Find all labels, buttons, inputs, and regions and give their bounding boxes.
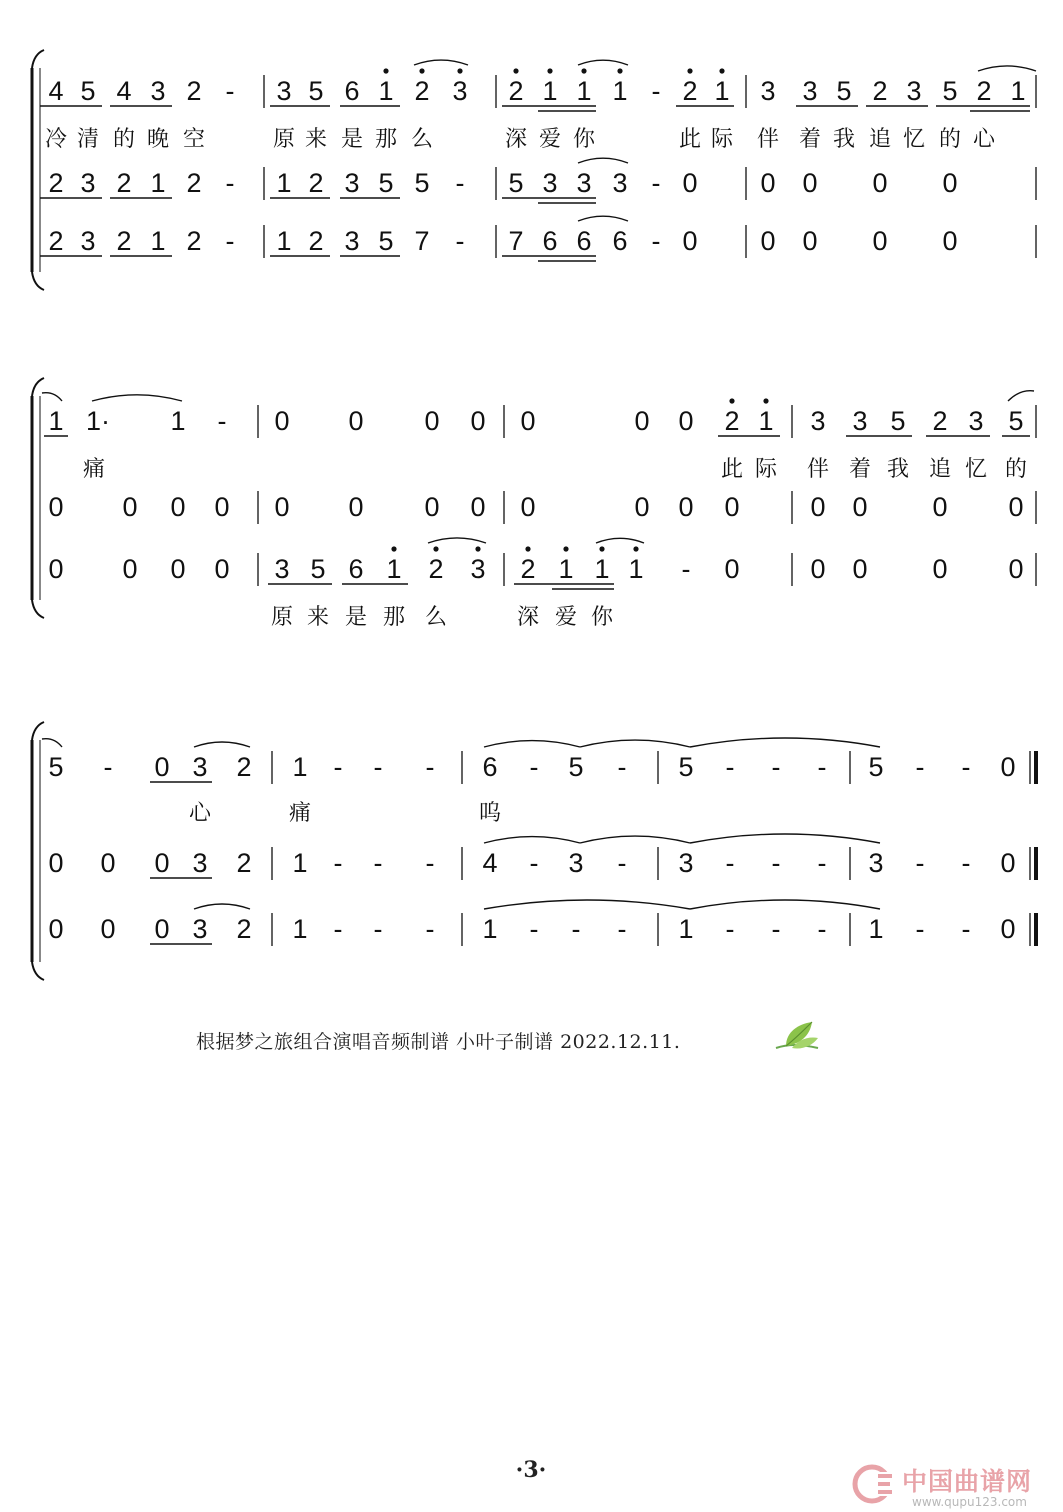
slur: [484, 741, 580, 747]
note: 3: [344, 168, 360, 198]
note: 5: [678, 752, 694, 782]
lyric: 际: [754, 457, 778, 482]
dash: -: [571, 914, 581, 944]
note: 7: [508, 226, 524, 256]
note: 2: [428, 554, 444, 584]
dash: -: [961, 752, 971, 782]
rest: 0: [802, 226, 818, 256]
lyric: 你: [590, 605, 614, 630]
note: 1: [628, 554, 644, 584]
note: 2: [308, 226, 324, 256]
rest: 0: [48, 554, 64, 584]
high-octave-dot: [419, 68, 424, 73]
note: 5: [1008, 406, 1024, 436]
high-octave-dot: [719, 68, 724, 73]
tie-continuation: [42, 739, 62, 747]
lyric: 是: [344, 605, 368, 630]
note: 2: [236, 914, 252, 944]
slur: [690, 834, 880, 843]
site-logo-icon: [852, 1464, 896, 1504]
dash: -: [333, 914, 343, 944]
rest: 0: [520, 406, 536, 436]
note: 3: [576, 168, 592, 198]
page-number: ·3·: [515, 1457, 547, 1483]
high-octave-dot: [763, 398, 768, 403]
lyric: 深: [516, 605, 540, 630]
rest: 0: [634, 406, 650, 436]
rest: 0: [942, 168, 958, 198]
lyric: 我: [886, 457, 910, 482]
slur: [580, 740, 690, 747]
dash: -: [681, 554, 691, 584]
rest: 0: [48, 492, 64, 522]
bracket-curl: [32, 722, 44, 980]
bracket-curl: [32, 378, 44, 618]
note: 2: [976, 76, 992, 106]
lyric: 清: [76, 127, 100, 152]
transcription-credit: 根据梦之旅组合演唱音频制谱 小叶子制谱 2022.12.11.: [196, 1031, 681, 1053]
note: 3: [192, 752, 208, 782]
dash: -: [373, 848, 383, 878]
note: 2: [186, 168, 202, 198]
rest: 0: [520, 492, 536, 522]
dash: -: [617, 752, 627, 782]
high-octave-dot: [457, 68, 462, 73]
rest: 0: [170, 492, 186, 522]
rest: 0: [678, 406, 694, 436]
note: 5: [378, 168, 394, 198]
note: 5: [80, 76, 96, 106]
dash: -: [961, 848, 971, 878]
note: 3: [274, 554, 290, 584]
dash: -: [225, 168, 235, 198]
rest: 0: [872, 226, 888, 256]
slur: [578, 158, 628, 163]
high-octave-dot: [383, 68, 388, 73]
high-octave-dot: [513, 68, 518, 73]
note: 1: [292, 848, 308, 878]
note: 6: [612, 226, 628, 256]
lyric: 冷: [44, 127, 68, 152]
lyric: 的: [1004, 457, 1028, 482]
lyric: 原: [272, 127, 296, 152]
rest: 0: [470, 492, 486, 522]
note: 3: [192, 848, 208, 878]
dash: -: [103, 752, 113, 782]
site-watermark: [852, 1462, 1062, 1510]
rest: 0: [682, 168, 698, 198]
note: 3: [852, 406, 868, 436]
rest: 0: [724, 492, 740, 522]
note: 6: [344, 76, 360, 106]
lyric: 心: [188, 801, 212, 826]
rest: 0: [274, 492, 290, 522]
note: 4: [482, 848, 498, 878]
note: 1: [292, 752, 308, 782]
dash: -: [817, 914, 827, 944]
note: 4: [48, 76, 64, 106]
slur: [414, 60, 468, 65]
note: 2: [48, 226, 64, 256]
dash: -: [425, 914, 435, 944]
note: 3: [810, 406, 826, 436]
rest: 0: [1008, 492, 1024, 522]
lyric: 深: [504, 127, 528, 152]
dash: -: [425, 848, 435, 878]
rest: 0: [872, 168, 888, 198]
lyric: 空: [182, 127, 206, 152]
tie-continuation: [1008, 391, 1034, 401]
note: 2: [186, 226, 202, 256]
dash: -: [651, 226, 661, 256]
lyric: 晚: [146, 127, 170, 152]
dash: -: [373, 752, 383, 782]
note: 1: [150, 168, 166, 198]
note: 1: [542, 76, 558, 106]
dash: -: [217, 406, 227, 436]
dash: -: [771, 914, 781, 944]
note: 5: [48, 752, 64, 782]
note: 2: [236, 848, 252, 878]
high-octave-dot: [391, 546, 396, 551]
note: 1: [386, 554, 402, 584]
lyric: 那: [374, 127, 398, 152]
lyric: 呜: [478, 801, 502, 826]
dash: -: [771, 848, 781, 878]
note: 5: [414, 168, 430, 198]
note: 3: [542, 168, 558, 198]
rest: 0: [802, 168, 818, 198]
note: 1: [276, 168, 292, 198]
note: 1: [576, 76, 592, 106]
rest: 0: [100, 848, 116, 878]
note: 5: [378, 226, 394, 256]
lyric: 此: [720, 457, 744, 482]
lyric: 你: [572, 127, 596, 152]
note: 6: [482, 752, 498, 782]
note: 3: [192, 914, 208, 944]
note: 2: [872, 76, 888, 106]
note: 1: [714, 76, 730, 106]
lyric: 着: [798, 127, 822, 152]
note: 1: [868, 914, 884, 944]
dash: -: [771, 752, 781, 782]
rest: 0: [154, 914, 170, 944]
note: 3: [760, 76, 776, 106]
rest: 0: [348, 492, 364, 522]
lyric: 么: [410, 127, 434, 152]
slur: [194, 742, 250, 747]
note: 4: [116, 76, 132, 106]
rest: 0: [214, 492, 230, 522]
lyric: 么: [424, 605, 448, 630]
note: 2: [508, 76, 524, 106]
rest: 0: [470, 406, 486, 436]
note: 5: [890, 406, 906, 436]
rest: 0: [424, 406, 440, 436]
rest: 0: [170, 554, 186, 584]
note: 1: [150, 226, 166, 256]
slur: [578, 216, 628, 221]
lyric: 际: [710, 127, 734, 152]
note: 3: [80, 168, 96, 198]
dash: -: [817, 848, 827, 878]
note: 5: [310, 554, 326, 584]
rest: 0: [1000, 914, 1016, 944]
note: 3: [868, 848, 884, 878]
lyric: 那: [382, 605, 406, 630]
high-octave-dot: [475, 546, 480, 551]
lyric: 痛: [82, 457, 106, 482]
lyric: 追: [928, 457, 952, 482]
dash: -: [617, 848, 627, 878]
slur: [580, 836, 690, 843]
dash: -: [725, 914, 735, 944]
note: 6: [542, 226, 558, 256]
rest: 0: [154, 752, 170, 782]
lyric: 伴: [806, 457, 830, 482]
rest: 0: [682, 226, 698, 256]
note: 6: [348, 554, 364, 584]
note: 1: [594, 554, 610, 584]
lyric: 原: [270, 605, 294, 630]
note: 1: [678, 914, 694, 944]
note: 3: [802, 76, 818, 106]
note: 3: [452, 76, 468, 106]
note: 2: [186, 76, 202, 106]
rest: 0: [1000, 752, 1016, 782]
lyric: 此: [678, 127, 702, 152]
rest: 0: [932, 554, 948, 584]
rest: 0: [100, 914, 116, 944]
rest: 0: [634, 492, 650, 522]
site-name: 中国曲谱网: [902, 1467, 1033, 1496]
note: 2: [682, 76, 698, 106]
dash: -: [651, 168, 661, 198]
note: 3: [568, 848, 584, 878]
dash: -: [455, 168, 465, 198]
tie-continuation: [42, 393, 62, 401]
lyric: 的: [938, 127, 962, 152]
dash: -: [529, 848, 539, 878]
slur: [92, 395, 182, 401]
rest: 0: [810, 554, 826, 584]
rest: 0: [154, 848, 170, 878]
dash: -: [225, 226, 235, 256]
rest: 0: [122, 554, 138, 584]
note: 3: [968, 406, 984, 436]
slur: [484, 837, 580, 843]
rest: 0: [852, 492, 868, 522]
slur: [690, 900, 880, 909]
note: 1: [292, 914, 308, 944]
dash: -: [333, 848, 343, 878]
note: 1·: [85, 406, 111, 436]
dash: -: [651, 76, 661, 106]
lyric: 着: [848, 457, 872, 482]
note: 3: [612, 168, 628, 198]
note: 2: [116, 168, 132, 198]
note: 2: [932, 406, 948, 436]
slur: [484, 900, 690, 909]
bracket-curl: [32, 50, 44, 290]
lyric: 我: [832, 127, 856, 152]
dash: -: [725, 752, 735, 782]
rest: 0: [48, 914, 64, 944]
lyric: 追: [868, 127, 892, 152]
slur: [596, 538, 644, 543]
slur: [578, 60, 628, 65]
lyric: 伴: [756, 127, 780, 152]
high-octave-dot: [687, 68, 692, 73]
note: 3: [150, 76, 166, 106]
rest: 0: [214, 554, 230, 584]
slur: [428, 538, 486, 543]
rest: 0: [1000, 848, 1016, 878]
note: 2: [308, 168, 324, 198]
rest: 0: [760, 168, 776, 198]
dash: -: [333, 752, 343, 782]
note: 1: [758, 406, 774, 436]
note: 5: [508, 168, 524, 198]
note: 5: [568, 752, 584, 782]
lyric: 爱: [538, 127, 562, 152]
dash: -: [373, 914, 383, 944]
rest: 0: [724, 554, 740, 584]
lyric: 忆: [902, 127, 926, 152]
dash: -: [455, 226, 465, 256]
rest: 0: [274, 406, 290, 436]
rest: 0: [852, 554, 868, 584]
note: 3: [678, 848, 694, 878]
lyric: 爱: [554, 605, 578, 630]
slur: [690, 738, 880, 747]
high-octave-dot: [617, 68, 622, 73]
high-octave-dot: [633, 546, 638, 551]
note: 1: [1010, 76, 1026, 106]
note: 1: [48, 406, 64, 436]
note: 3: [80, 226, 96, 256]
site-url: www.qupu123.com: [912, 1495, 1027, 1509]
lyric: 来: [304, 127, 328, 152]
high-octave-dot: [599, 546, 604, 551]
note: 3: [906, 76, 922, 106]
high-octave-dot: [525, 546, 530, 551]
note: 2: [116, 226, 132, 256]
high-octave-dot: [581, 68, 586, 73]
leaf-icon: [772, 1018, 822, 1054]
dash: -: [425, 752, 435, 782]
rest: 0: [122, 492, 138, 522]
note: 1: [276, 226, 292, 256]
rest: 0: [760, 226, 776, 256]
lyric: 痛: [288, 801, 312, 826]
dash: -: [915, 752, 925, 782]
rest: 0: [678, 492, 694, 522]
note: 5: [868, 752, 884, 782]
dash: -: [617, 914, 627, 944]
rest: 0: [1008, 554, 1024, 584]
note: 1: [482, 914, 498, 944]
lyric: 的: [112, 127, 136, 152]
note: 7: [414, 226, 430, 256]
dash: -: [915, 914, 925, 944]
rest: 0: [810, 492, 826, 522]
note: 6: [576, 226, 592, 256]
note: 3: [470, 554, 486, 584]
note: 2: [724, 406, 740, 436]
lyric: 来: [306, 605, 330, 630]
rest: 0: [348, 406, 364, 436]
note: 5: [308, 76, 324, 106]
lyric: 心: [972, 127, 996, 152]
dash: -: [961, 914, 971, 944]
dash: -: [725, 848, 735, 878]
note: 2: [236, 752, 252, 782]
slur: [978, 66, 1036, 71]
rest: 0: [932, 492, 948, 522]
high-octave-dot: [433, 546, 438, 551]
rest: 0: [424, 492, 440, 522]
dash: -: [529, 914, 539, 944]
note: 5: [836, 76, 852, 106]
dash: -: [225, 76, 235, 106]
note: 1: [558, 554, 574, 584]
high-octave-dot: [547, 68, 552, 73]
dash: -: [817, 752, 827, 782]
rest: 0: [48, 848, 64, 878]
note: 2: [520, 554, 536, 584]
lyric: 是: [340, 127, 364, 152]
high-octave-dot: [729, 398, 734, 403]
high-octave-dot: [563, 546, 568, 551]
note: 2: [414, 76, 430, 106]
note: 3: [344, 226, 360, 256]
note: 3: [276, 76, 292, 106]
note: 1: [612, 76, 628, 106]
note: 1: [170, 406, 186, 436]
note: 1: [378, 76, 394, 106]
dash: -: [529, 752, 539, 782]
note: 5: [942, 76, 958, 106]
dash: -: [915, 848, 925, 878]
note: 2: [48, 168, 64, 198]
slur: [194, 904, 250, 909]
rest: 0: [942, 226, 958, 256]
lyric: 忆: [964, 457, 988, 482]
